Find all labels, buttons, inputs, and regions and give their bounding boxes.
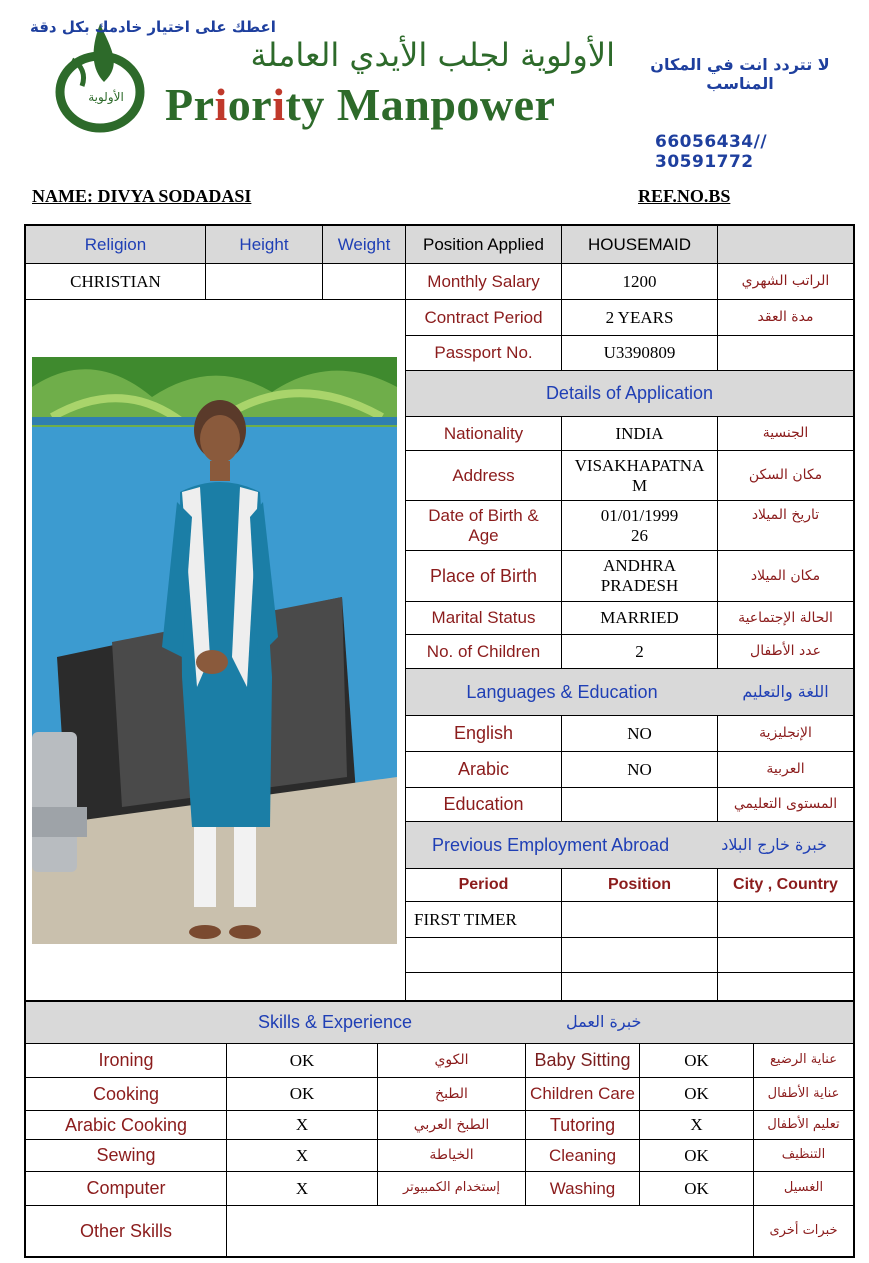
skill-washing-value: OK: [640, 1172, 754, 1206]
reference-number: REF.NO.BS: [638, 186, 731, 206]
children-ar: عدد الأطفال: [718, 635, 853, 669]
education-ar: المستوى التعليمي: [718, 788, 853, 822]
employment-heading-ar: خبرة خارج البلاد: [721, 834, 827, 854]
position-applied-value: HOUSEMAID: [562, 226, 718, 264]
skill-arabic-cooking-value: X: [227, 1111, 378, 1140]
employment-period-3: [406, 973, 562, 1000]
skill-children-care-label: Children Care: [526, 1078, 640, 1111]
children-value: 2: [562, 635, 718, 669]
height-value: [206, 264, 323, 300]
other-skills-ar: خبرات أخرى: [769, 1222, 838, 1238]
employment-heading: Previous Employment Abroad: [432, 834, 670, 855]
employment-city-1: [718, 902, 853, 938]
skill-washing-ar: الغسيل: [754, 1172, 853, 1206]
dob-value: 01/01/1999: [600, 505, 679, 525]
skills-heading-row: [26, 1002, 853, 1044]
details-heading: Details of Application: [406, 371, 853, 417]
skill-arabic-cooking-ar: الطبخ العربي: [378, 1111, 526, 1140]
arabic-ar: العربية: [718, 752, 853, 788]
languages-heading-ar: اللغة والتعليم: [718, 669, 853, 716]
skill-baby-sitting-ar: عناية الرضيع: [754, 1044, 853, 1078]
skill-cleaning-label: Cleaning: [526, 1140, 640, 1172]
skill-ironing-value: OK: [227, 1044, 378, 1078]
skill-arabic-cooking-label: Arabic Cooking: [26, 1111, 227, 1140]
contract-value: 2 YEARS: [562, 300, 718, 336]
weight-value: [323, 264, 406, 300]
nationality-ar: الجنسية: [718, 417, 853, 451]
english-ar: الإنجليزية: [718, 716, 853, 752]
skill-sewing-ar: الخياطة: [378, 1140, 526, 1172]
skill-tutoring-value: X: [640, 1111, 754, 1140]
city-country-header: City , Country: [718, 869, 853, 902]
employment-position-1: [562, 902, 718, 938]
skill-tutoring-ar: تعليم الأطفال: [754, 1111, 853, 1140]
skill-baby-sitting-value: OK: [640, 1044, 754, 1078]
logo-badge-text: الأولوية: [88, 90, 124, 104]
marital-value: MARRIED: [562, 602, 718, 635]
contract-label: Contract Period: [406, 300, 562, 336]
nationality-label: Nationality: [406, 417, 562, 451]
skill-cooking-ar: الطبخ: [378, 1078, 526, 1111]
passport-ar: [718, 336, 853, 371]
salary-ar: الراتب الشهري: [718, 264, 853, 300]
address-ar: مكان السكن: [718, 451, 853, 501]
skill-ironing-ar: الكوي: [378, 1044, 526, 1078]
skill-cooking-value: OK: [227, 1078, 378, 1111]
logo-emblem-icon: [52, 20, 148, 138]
employment-position-2: [562, 938, 718, 973]
skill-baby-sitting-label: Baby Sitting: [526, 1044, 640, 1078]
skill-computer-ar: إستخدام الكمبيوتر: [378, 1172, 526, 1206]
religion-label: Religion: [26, 226, 206, 264]
languages-heading: Languages & Education: [406, 669, 718, 716]
address-label: Address: [406, 451, 562, 501]
candidate-photo: [32, 357, 397, 944]
salary-value: 1200: [562, 264, 718, 300]
nationality-value: INDIA: [562, 417, 718, 451]
education-value: [562, 788, 718, 822]
employment-heading-row: [406, 822, 853, 869]
skill-ironing-label: Ironing: [26, 1044, 227, 1078]
english-label: English: [406, 716, 562, 752]
logo-english-name: Priority Manpower: [165, 79, 556, 130]
phone-numbers: 66056434// 30591772: [655, 132, 768, 172]
passport-label: Passport No.: [406, 336, 562, 371]
marital-ar: الحالة الإجتماعية: [718, 602, 853, 635]
other-skills-value: [227, 1206, 754, 1256]
skill-computer-value: X: [227, 1172, 378, 1206]
skills-heading-ar: خبرة العمل: [566, 1012, 642, 1032]
position-applied-ar: [718, 226, 853, 264]
skill-sewing-label: Sewing: [26, 1140, 227, 1172]
skill-cleaning-value: OK: [640, 1140, 754, 1172]
children-label: No. of Children: [406, 635, 562, 669]
skill-sewing-value: X: [227, 1140, 378, 1172]
skill-children-care-ar: عناية الأطفال: [754, 1078, 853, 1111]
employment-position-3: [562, 973, 718, 1000]
passport-value: U3390809: [562, 336, 718, 371]
age-value: 26: [631, 525, 648, 545]
period-header: Period: [406, 869, 562, 902]
pob-value: ANDHRA PRADESH: [562, 551, 718, 602]
pob-label: Place of Birth: [406, 551, 562, 602]
height-label: Height: [206, 226, 323, 264]
logo-arabic-name: الأولوية لجلب الأيدي العاملة: [250, 36, 615, 74]
contract-ar: مدة العقد: [718, 300, 853, 336]
weight-label: Weight: [323, 226, 406, 264]
skills-table: [24, 1000, 855, 1258]
marital-label: Marital Status: [406, 602, 562, 635]
skill-cooking-label: Cooking: [26, 1078, 227, 1111]
employment-city-2: [718, 938, 853, 973]
dob-ar: تاريخ الميلاد: [718, 501, 853, 551]
education-label: Education: [406, 788, 562, 822]
position-header: Position: [562, 869, 718, 902]
arabic-value: NO: [562, 752, 718, 788]
skill-tutoring-label: Tutoring: [526, 1111, 640, 1140]
employment-period-1: FIRST TIMER: [406, 902, 562, 938]
english-value: NO: [562, 716, 718, 752]
dob-label: Date of Birth & Age: [406, 501, 562, 551]
skill-computer-label: Computer: [26, 1172, 227, 1206]
skill-children-care-value: OK: [640, 1078, 754, 1111]
tagline-right: لا تتردد انت في المكان المناسب: [650, 55, 830, 93]
other-skills-label: Other Skills: [26, 1206, 227, 1256]
skill-washing-label: Washing: [526, 1172, 640, 1206]
candidate-photo-illustration: [32, 357, 397, 944]
employment-city-3: [718, 973, 853, 1000]
candidate-name: NAME: DIVYA SODADASI: [32, 186, 252, 206]
skills-heading: Skills & Experience: [258, 1012, 413, 1033]
address-value: VISAKHAPATNA M: [562, 451, 718, 501]
arabic-label: Arabic: [406, 752, 562, 788]
position-applied-label: Position Applied: [406, 226, 562, 264]
employment-period-2: [406, 938, 562, 973]
salary-label: Monthly Salary: [406, 264, 562, 300]
religion-value: CHRISTIAN: [26, 264, 206, 300]
skill-cleaning-ar: التنظيف: [754, 1140, 853, 1172]
tagline-small: اعطك على اختيار خادمك بكل دقة: [30, 18, 276, 36]
pob-ar: مكان الميلاد: [718, 551, 853, 602]
dob-value-cell: [562, 501, 718, 551]
